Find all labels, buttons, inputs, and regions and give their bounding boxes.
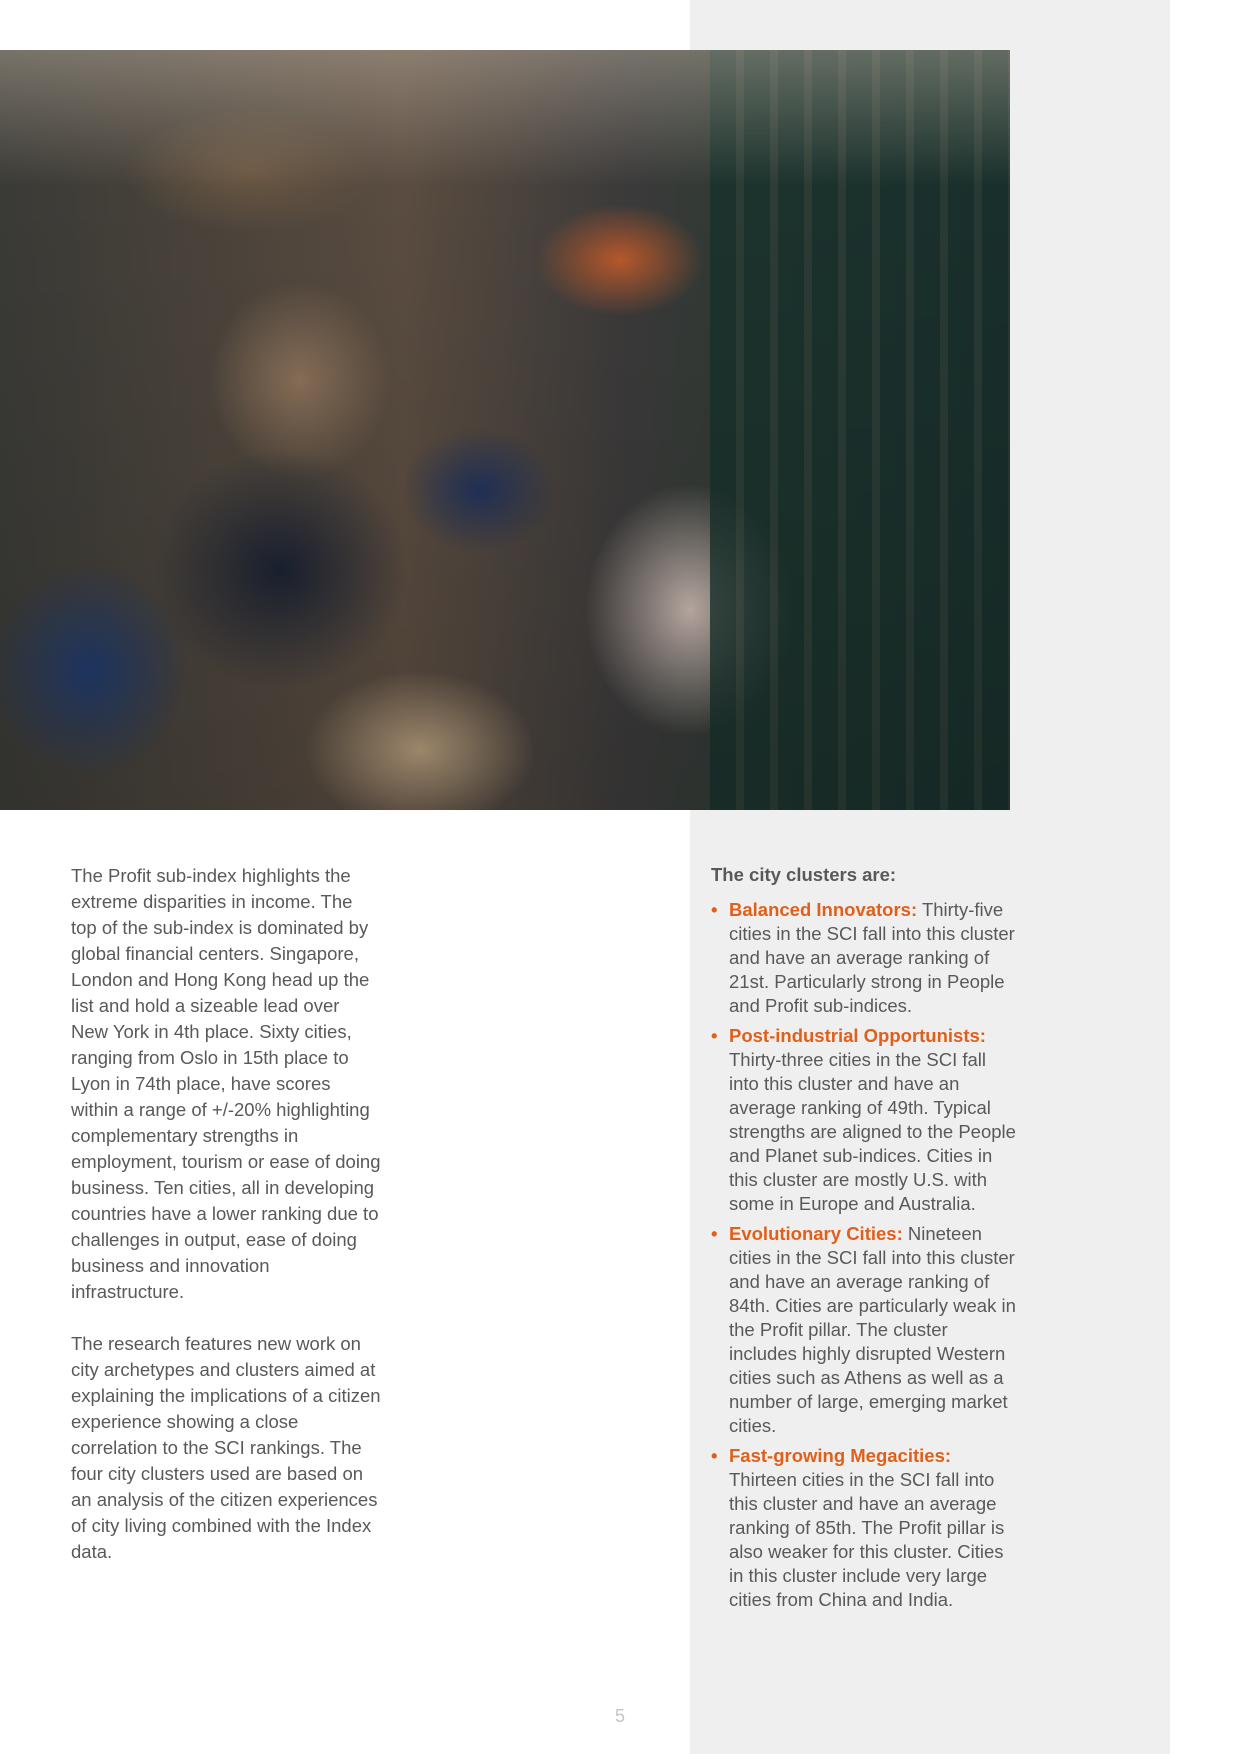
bullet-icon: • (711, 899, 718, 920)
sidebar-heading: The city clusters are: (711, 864, 897, 885)
cluster-item-evolutionary-cities (711, 1222, 1016, 1438)
cluster-term: Balanced Innovators: (729, 899, 918, 920)
cluster-list (711, 898, 1016, 1612)
bullet-icon: • (711, 1445, 718, 1466)
cluster-item-balanced-innovators (711, 898, 1016, 1018)
cluster-item-post-industrial-opportunists (711, 1024, 1016, 1216)
left-text-column (71, 863, 381, 1591)
cluster-item-fast-growing-megacities (711, 1444, 1016, 1612)
cluster-description: Thirteen cities in the SCI fall into this cluster and have an average ranking of 85th. The Profit pillar is also weaker for this cluster. Cities in this cluster include very large cities from China and India. (729, 1469, 1005, 1610)
cluster-term: Evolutionary Cities: (729, 1223, 903, 1244)
cluster-description: Nineteen cities in the SCI fall into this cluster and have an average ranking of 84th. Cities are particularly weak in the Profit pillar. The cluster includes highly disrupted Western cities such as Athens as well as a number of large, emerging market cities. (729, 1223, 1016, 1436)
body-paragraph-profit: The Profit sub-index highlights the extreme disparities in income. The top of the sub-index is dominated by global financial centers. Singapore, London and Hong Kong head up the list and hold a sizeable lead over New York in 4th place. Sixty cities, ranging from Oslo in 15th place to Lyon in 74th place, have scores within a range of +/-20% highlighting complementary strengths in employment, tourism or ease of doing business. Ten cities, all in developing countries have a lower ranking due to challenges in output, ease of doing business and innovation infrastructure. (71, 865, 381, 1302)
city-clusters-sidebar (711, 863, 1016, 1618)
cluster-description: Thirty-three cities in the SCI fall into this cluster and have an average ranking of 49th. Typical strengths are aligned to the People and Planet sub-indices. Cities in this cluster are mostly U.S. with some in Europe and Australia. (729, 1049, 1016, 1214)
bullet-icon: • (711, 1223, 718, 1244)
cluster-term: Post-industrial Opportunists: (729, 1025, 986, 1046)
cluster-term: Fast-growing Megacities: (729, 1445, 952, 1466)
crowd-photo (0, 50, 1010, 810)
body-paragraph-research: The research features new work on city archetypes and clusters aimed at explaining the implications of a citizen experience showing a close correlation to the SCI rankings. The four city clusters used are based on an analysis of the citizen experiences of city living combined with the Index data. (71, 1333, 381, 1562)
page-number: 5 (614, 1706, 625, 1726)
bullet-icon: • (711, 1025, 718, 1046)
photo-shading (0, 50, 1010, 810)
cluster-description: Thirty-five cities in the SCI fall into this cluster and have an average ranking of 21st. Particularly strong in People and Profit sub-indices. (729, 899, 1015, 1016)
